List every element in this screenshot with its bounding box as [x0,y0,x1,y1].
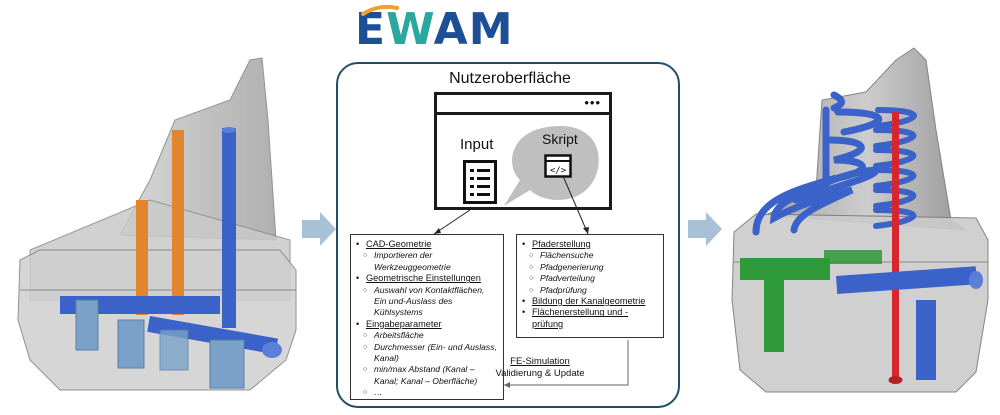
logo-letter-w: W [386,4,434,55]
sub-path-distribution: ○ Pfadverteilung [522,273,659,284]
svg-text:</>: </> [549,166,567,176]
fe-subtitle: Validierung & Update [495,368,585,379]
sub-diameter: ○ Durchmesser (Ein- und Auslass, Kanal) [356,342,499,365]
sub-min-max-distance: ○ min/max Abstand (Kanal – Kanal; Kanal – Oberfläche) [356,364,499,387]
sub-work-surface: ○ Arbeitsfläche [356,330,499,341]
item-surface-creation: • Flächenerstellung und -prüfung [522,307,659,330]
item-geometric-settings: • Geometrische Einstellungen [356,273,499,284]
fe-title: FE-Simulation [510,356,570,367]
fe-simulation-label [490,356,590,380]
mould-optimized-image [726,0,1000,415]
logo-swoosh-icon [361,4,401,16]
sub-path-generation: ○ Pfadgenerierung [522,262,659,273]
sub-path-check: ○ Pfadprüfung [522,285,659,296]
logo-letter-m: M [468,4,514,55]
sub-import-geometry: ○ Importieren der Werkzeuggeometrie [356,250,499,273]
item-cad-geometry: • CAD-Geometrie [356,239,499,250]
channel-green-horizontal [740,258,830,280]
input-steps-box [350,234,504,400]
channel-red [892,112,899,380]
window-menu-dots: ••• [584,95,601,110]
sub-ellipsis: ○ … [356,387,499,398]
item-channel-geometry: • Bildung der Kanalgeometrie [522,296,659,307]
channel-orange-2 [172,130,184,315]
item-input-parameters: • Eingabeparameter [356,319,499,330]
item-path-creation: • Pfaderstellung [522,239,659,250]
input-label: Input [460,136,494,153]
sub-contact-surfaces: ○ Auswahl von Kontaktflächen, Ein und-Auslass des Kühlsystems [356,285,499,319]
logo-letter-e: E [355,4,387,55]
channel-blue-vertical [222,128,236,328]
script-steps-box [516,234,664,338]
ewam-logo [355,2,514,60]
script-label: Skript [542,131,578,147]
sub-surface-search: ○ Flächensuche [522,250,659,261]
panel-title: Nutzeroberfläche [449,70,571,87]
arrow-right-2-icon [688,212,722,246]
arrow-right-1-icon [302,212,336,246]
logo-letter-a: A [433,4,469,55]
mould-initial-image [0,0,300,415]
